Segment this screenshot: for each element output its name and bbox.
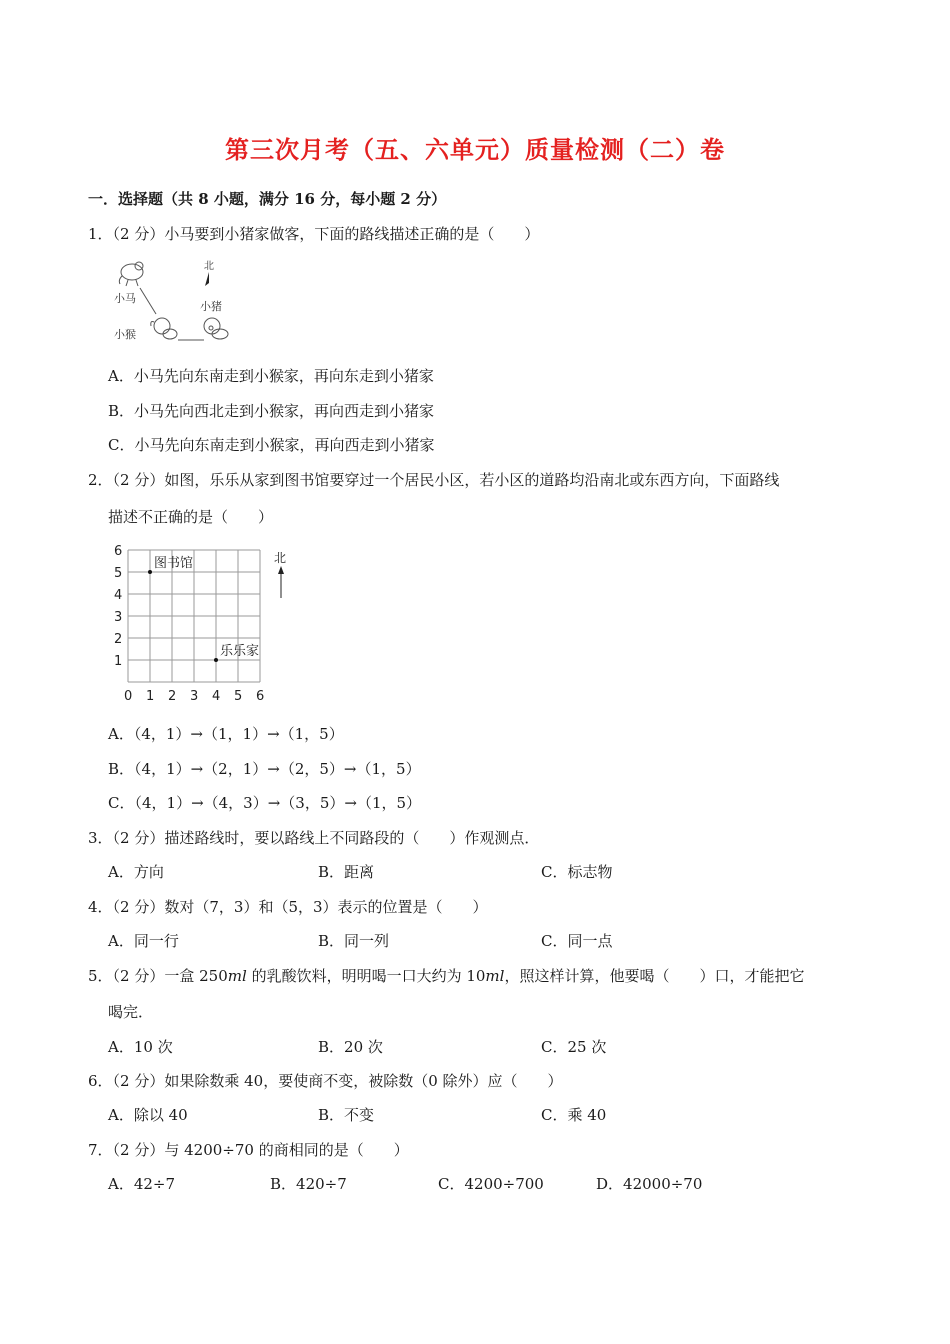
question-5-stem-part-a: 5．（2 分）一盒 250 — [88, 967, 228, 985]
question-2-option-b[interactable]: B．（4，1）→（2，1）→（2，5）→（1，5） — [108, 760, 421, 778]
question-7-option-b[interactable]: B．420÷7 — [270, 1175, 347, 1193]
y-tick-2: 2 — [114, 632, 123, 647]
home-point — [214, 658, 218, 662]
library-label: 图书馆 — [154, 556, 194, 571]
question-5-option-a[interactable]: A．10 次 — [108, 1038, 173, 1056]
monkey-label: 小猴 — [114, 328, 136, 341]
question-5-stem-part-c: ，照这样计算，他要喝（ ）口，才能把它 — [504, 967, 805, 985]
y-tick-6: 6 — [114, 544, 123, 559]
question-7-stem: 7．（2 分）与 4200÷70 的商相同的是（ ） — [88, 1141, 409, 1159]
pig-label: 小猪 — [200, 300, 222, 313]
page-title: 第三次月考（五、六单元）质量检测（二）卷 — [225, 135, 725, 164]
y-tick-5: 5 — [114, 566, 123, 581]
north-arrow-icon — [278, 566, 284, 598]
north-arrow-icon — [205, 272, 209, 286]
question-1-option-a[interactable]: A．小马先向东南走到小猴家，再向东走到小猪家 — [108, 367, 434, 385]
question-7-option-c[interactable]: C．4200÷700 — [438, 1175, 544, 1193]
question-3-option-a[interactable]: A．方向 — [108, 863, 164, 881]
question-6-option-c[interactable]: C．乘 40 — [541, 1106, 607, 1124]
question-2-option-c[interactable]: C．（4，1）→（4，3）→（3，5）→（1，5） — [108, 794, 422, 812]
x-tick-1: 1 — [146, 689, 155, 704]
question-6-stem: 6．（2 分）如果除数乘 40，要使商不变，被除数（0 除外）应（ ） — [88, 1072, 563, 1090]
path-line-diagonal — [140, 288, 156, 314]
question-3-stem: 3．（2 分）描述路线时，要以路线上不同路段的（ ）作观测点． — [88, 829, 540, 847]
y-tick-4: 4 — [114, 588, 123, 603]
horse-icon — [119, 262, 143, 286]
question-5-stem-line1 — [88, 966, 804, 986]
y-tick-1: 1 — [114, 654, 123, 669]
horse-label: 小马 — [114, 292, 136, 305]
question-6-option-a[interactable]: A．除以 40 — [108, 1106, 188, 1124]
question-4-option-a[interactable]: A．同一行 — [108, 932, 179, 950]
question-3-option-b[interactable]: B．距离 — [318, 863, 375, 881]
question-5-option-b[interactable]: B．20 次 — [318, 1038, 383, 1056]
x-tick-6: 6 — [256, 689, 265, 704]
question-2-option-a[interactable]: A．（4，1）→（1，1）→（1，5） — [108, 725, 344, 743]
question-1-figure — [108, 256, 248, 348]
question-1-option-c[interactable]: C．小马先向东南走到小猴家，再向西走到小猪家 — [108, 436, 435, 454]
question-5-stem-line2: 喝完． — [108, 1003, 154, 1021]
home-label: 乐乐家 — [220, 644, 260, 659]
x-tick-0: 0 — [124, 689, 133, 704]
monkey-icon — [151, 318, 177, 339]
question-7-option-a[interactable]: A．42÷7 — [108, 1175, 176, 1193]
question-4-option-c[interactable]: C．同一点 — [541, 932, 613, 950]
section-heading: 一．选择题（共 8 小题，满分 16 分，每小题 2 分） — [88, 190, 447, 208]
question-2-stem-line1: 2．（2 分）如图，乐乐从家到图书馆要穿过一个居民小区，若小区的道路均沿南北或东西方向，下面路线 — [88, 471, 780, 489]
question-1-stem: 1．（2 分）小马要到小猪家做客，下面的路线描述正确的是（ ） — [88, 225, 540, 243]
unit-ml: ml — [485, 967, 505, 985]
x-tick-4: 4 — [212, 689, 221, 704]
question-2-stem-line2: 描述不正确的是（ ） — [108, 508, 274, 526]
question-4-stem: 4．（2 分）数对（7，3）和（5，3）表示的位置是（ ） — [88, 898, 488, 916]
question-7-option-d[interactable]: D．42000÷70 — [596, 1175, 703, 1193]
north-label: 北 — [204, 261, 214, 272]
question-5-option-c[interactable]: C．25 次 — [541, 1038, 607, 1056]
pig-icon — [204, 318, 228, 339]
library-point — [148, 570, 152, 574]
question-2-grid-figure — [108, 540, 298, 708]
x-tick-3: 3 — [190, 689, 199, 704]
question-3-option-c[interactable]: C．标志物 — [541, 863, 613, 881]
question-5-stem-part-b: 的乳酸饮料，明明喝一口大约为 10 — [246, 967, 486, 985]
grid-north-label: 北 — [274, 551, 287, 565]
x-tick-5: 5 — [234, 689, 243, 704]
question-4-option-b[interactable]: B．同一列 — [318, 932, 390, 950]
question-1-option-b[interactable]: B．小马先向西北走到小猴家，再向西走到小猪家 — [108, 402, 435, 420]
unit-ml: ml — [227, 967, 247, 985]
question-6-option-b[interactable]: B．不变 — [318, 1106, 375, 1124]
y-tick-3: 3 — [114, 610, 123, 625]
x-tick-2: 2 — [168, 689, 177, 704]
